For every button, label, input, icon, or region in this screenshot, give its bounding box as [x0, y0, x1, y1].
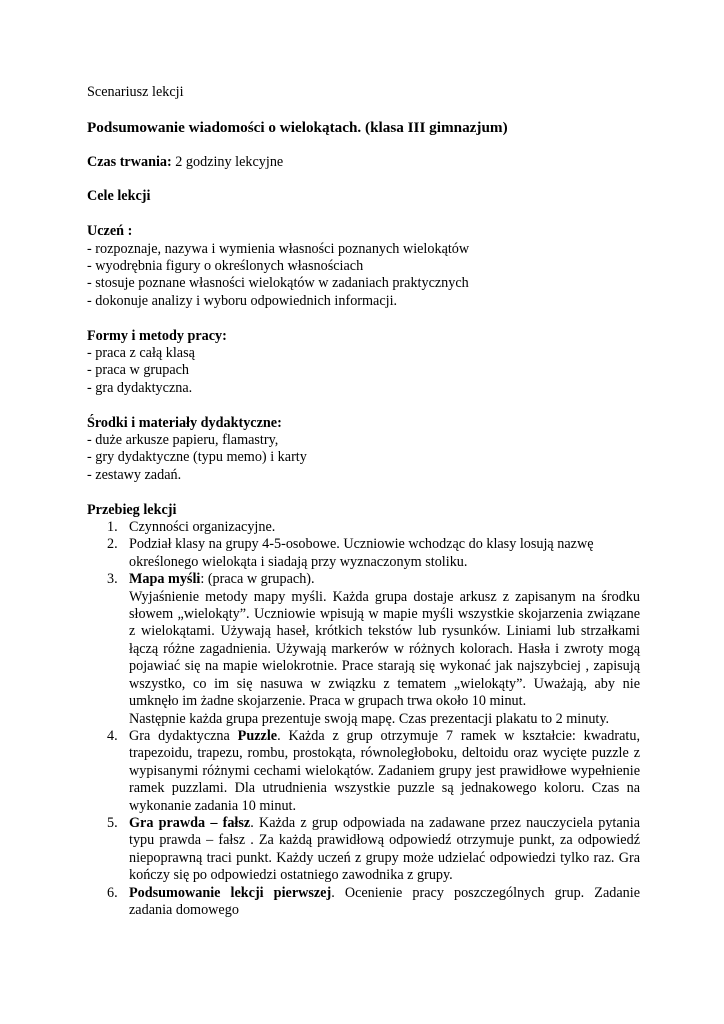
- list-item: - praca w grupach: [87, 362, 190, 379]
- step-title: Puzzle: [237, 727, 278, 744]
- step-item-6: [87, 885, 640, 920]
- student-goals-list: [87, 241, 640, 311]
- step-title: Mapa myśli: [129, 571, 201, 588]
- step-paragraph: Następnie każda grupa prezentuje swoją mapę. Czas prezentacji plakatu to 2 minuty.: [129, 710, 610, 727]
- step-item-4: [87, 728, 640, 815]
- goals-heading: Cele lekcji: [87, 188, 151, 205]
- step-number: 2.: [107, 536, 118, 553]
- list-item: - rozpoznaje, nazywa i wymienia własności poznanych wielokątów: [87, 240, 470, 257]
- step-item-5: [87, 815, 640, 885]
- step-number: 1.: [107, 519, 118, 536]
- list-item: - duże arkusze papieru, flamastry,: [87, 432, 279, 449]
- forms-list: [87, 345, 640, 397]
- step-title: Podsumowanie lekcji pierwszej: [129, 884, 332, 901]
- materials-heading: Środki i materiały dydaktyczne:: [87, 414, 282, 431]
- step-number: 4.: [107, 727, 118, 744]
- step-text: : (praca w grupach).: [200, 571, 315, 588]
- step-text: . Każda z grup otrzymuje 7 ramek w kształcie: kwadratu, trapezoidu, trapezu, rombu, prostokąta, równoległoboku, deltoidu oraz wycięte puzzle z wypisanymi różnymi cechami wielokątów. Zadaniem grupy jest prawidłowe wypełnienie ramek puzzlami. Dla utrudnienia wszystkie puzzle są jednakowego koloru. Czas na wykonanie zadania 10 minut.: [129, 727, 640, 814]
- step-item-3: [87, 571, 640, 728]
- course-heading: Przebieg lekcji: [87, 501, 177, 518]
- doc-title: Podsumowanie wiadomości o wielokątach. (klasa III gimnazjum): [87, 118, 508, 136]
- duration-line: [87, 154, 640, 171]
- document-body: [87, 84, 640, 919]
- materials-list: [87, 432, 640, 484]
- step-item-1: [87, 519, 640, 536]
- step-number: 6.: [107, 884, 118, 901]
- duration-label: Czas trwania:: [87, 153, 172, 170]
- list-item: - dokonuje analizy i wyboru odpowiednich informacji.: [87, 292, 398, 309]
- step-text: . Każda z grup odpowiada na zadawane przez nauczyciela pytania typu prawda – fałsz . Za każdą prawidłową odpowiedź otrzymuje punkt, za odpowiedź niepoprawną traci punkt. Każdy uczeń z grupy może udzielać odpowiedzi tylko raz. Gra kończy się po odpowiedzi ostatniego zawodnika z grupy.: [129, 814, 640, 884]
- step-number: 3.: [107, 571, 118, 588]
- step-text: Gra dydaktyczna: [129, 727, 238, 744]
- list-item: - stosuje poznane własności wielokątów w zadaniach praktycznych: [87, 275, 469, 292]
- step-item-2: [87, 536, 640, 571]
- step-text: . Ocenienie pracy poszczególnych grup. Zadanie zadania domowego: [129, 884, 640, 918]
- step-title: Gra prawda – fałsz: [129, 814, 251, 831]
- step-paragraph: Wyjaśnienie metody mapy myśli. Każda grupa dostaje arkusz z zapisanym na środku słowem „wielokąty”. Uczniowie wpisują w mapie myśli wszystkie skojarzenia związane z wielokątami. Używają haseł, krótkich tekstów lub rysunków. Liniami lub strzałkami łączą różne zagadnienia. Używają markerów w różnych kolorach. Hasła i zwroty mogą pojawiać się na mapie wielokrotnie. Prace starają się wykonać jak najszybciej , zapisują wszystko, co im się nasuwa w związku z tematem „wielokąty”. Uważają, aby nie umknęło im żadne skojarzenie. Praca w grupach trwa około 10 minut.: [129, 588, 640, 710]
- step-text: Podział klasy na grupy 4-5-osobowe. Uczniowie wchodząc do klasy losują nazwę określonego wielokąta i siadają przy wyznaczonym stoliku.: [129, 536, 594, 570]
- forms-heading: Formy i metody pracy:: [87, 327, 227, 344]
- list-item: - praca z całą klasą: [87, 345, 195, 362]
- step-text: Czynności organizacyjne.: [129, 519, 276, 536]
- steps-list: [87, 519, 640, 919]
- step-number: 5.: [107, 814, 118, 831]
- duration-value: 2 godziny lekcyjne: [171, 153, 284, 170]
- list-item: - wyodrębnia figury o określonych własnościach: [87, 258, 364, 274]
- student-heading: Uczeń :: [87, 223, 133, 240]
- list-item: - gry dydaktyczne (typu memo) i karty: [87, 449, 307, 466]
- list-item: - gra dydaktyczna.: [87, 379, 193, 396]
- doc-header: Scenariusz lekcji: [87, 84, 184, 100]
- list-item: - zestawy zadań.: [87, 466, 182, 483]
